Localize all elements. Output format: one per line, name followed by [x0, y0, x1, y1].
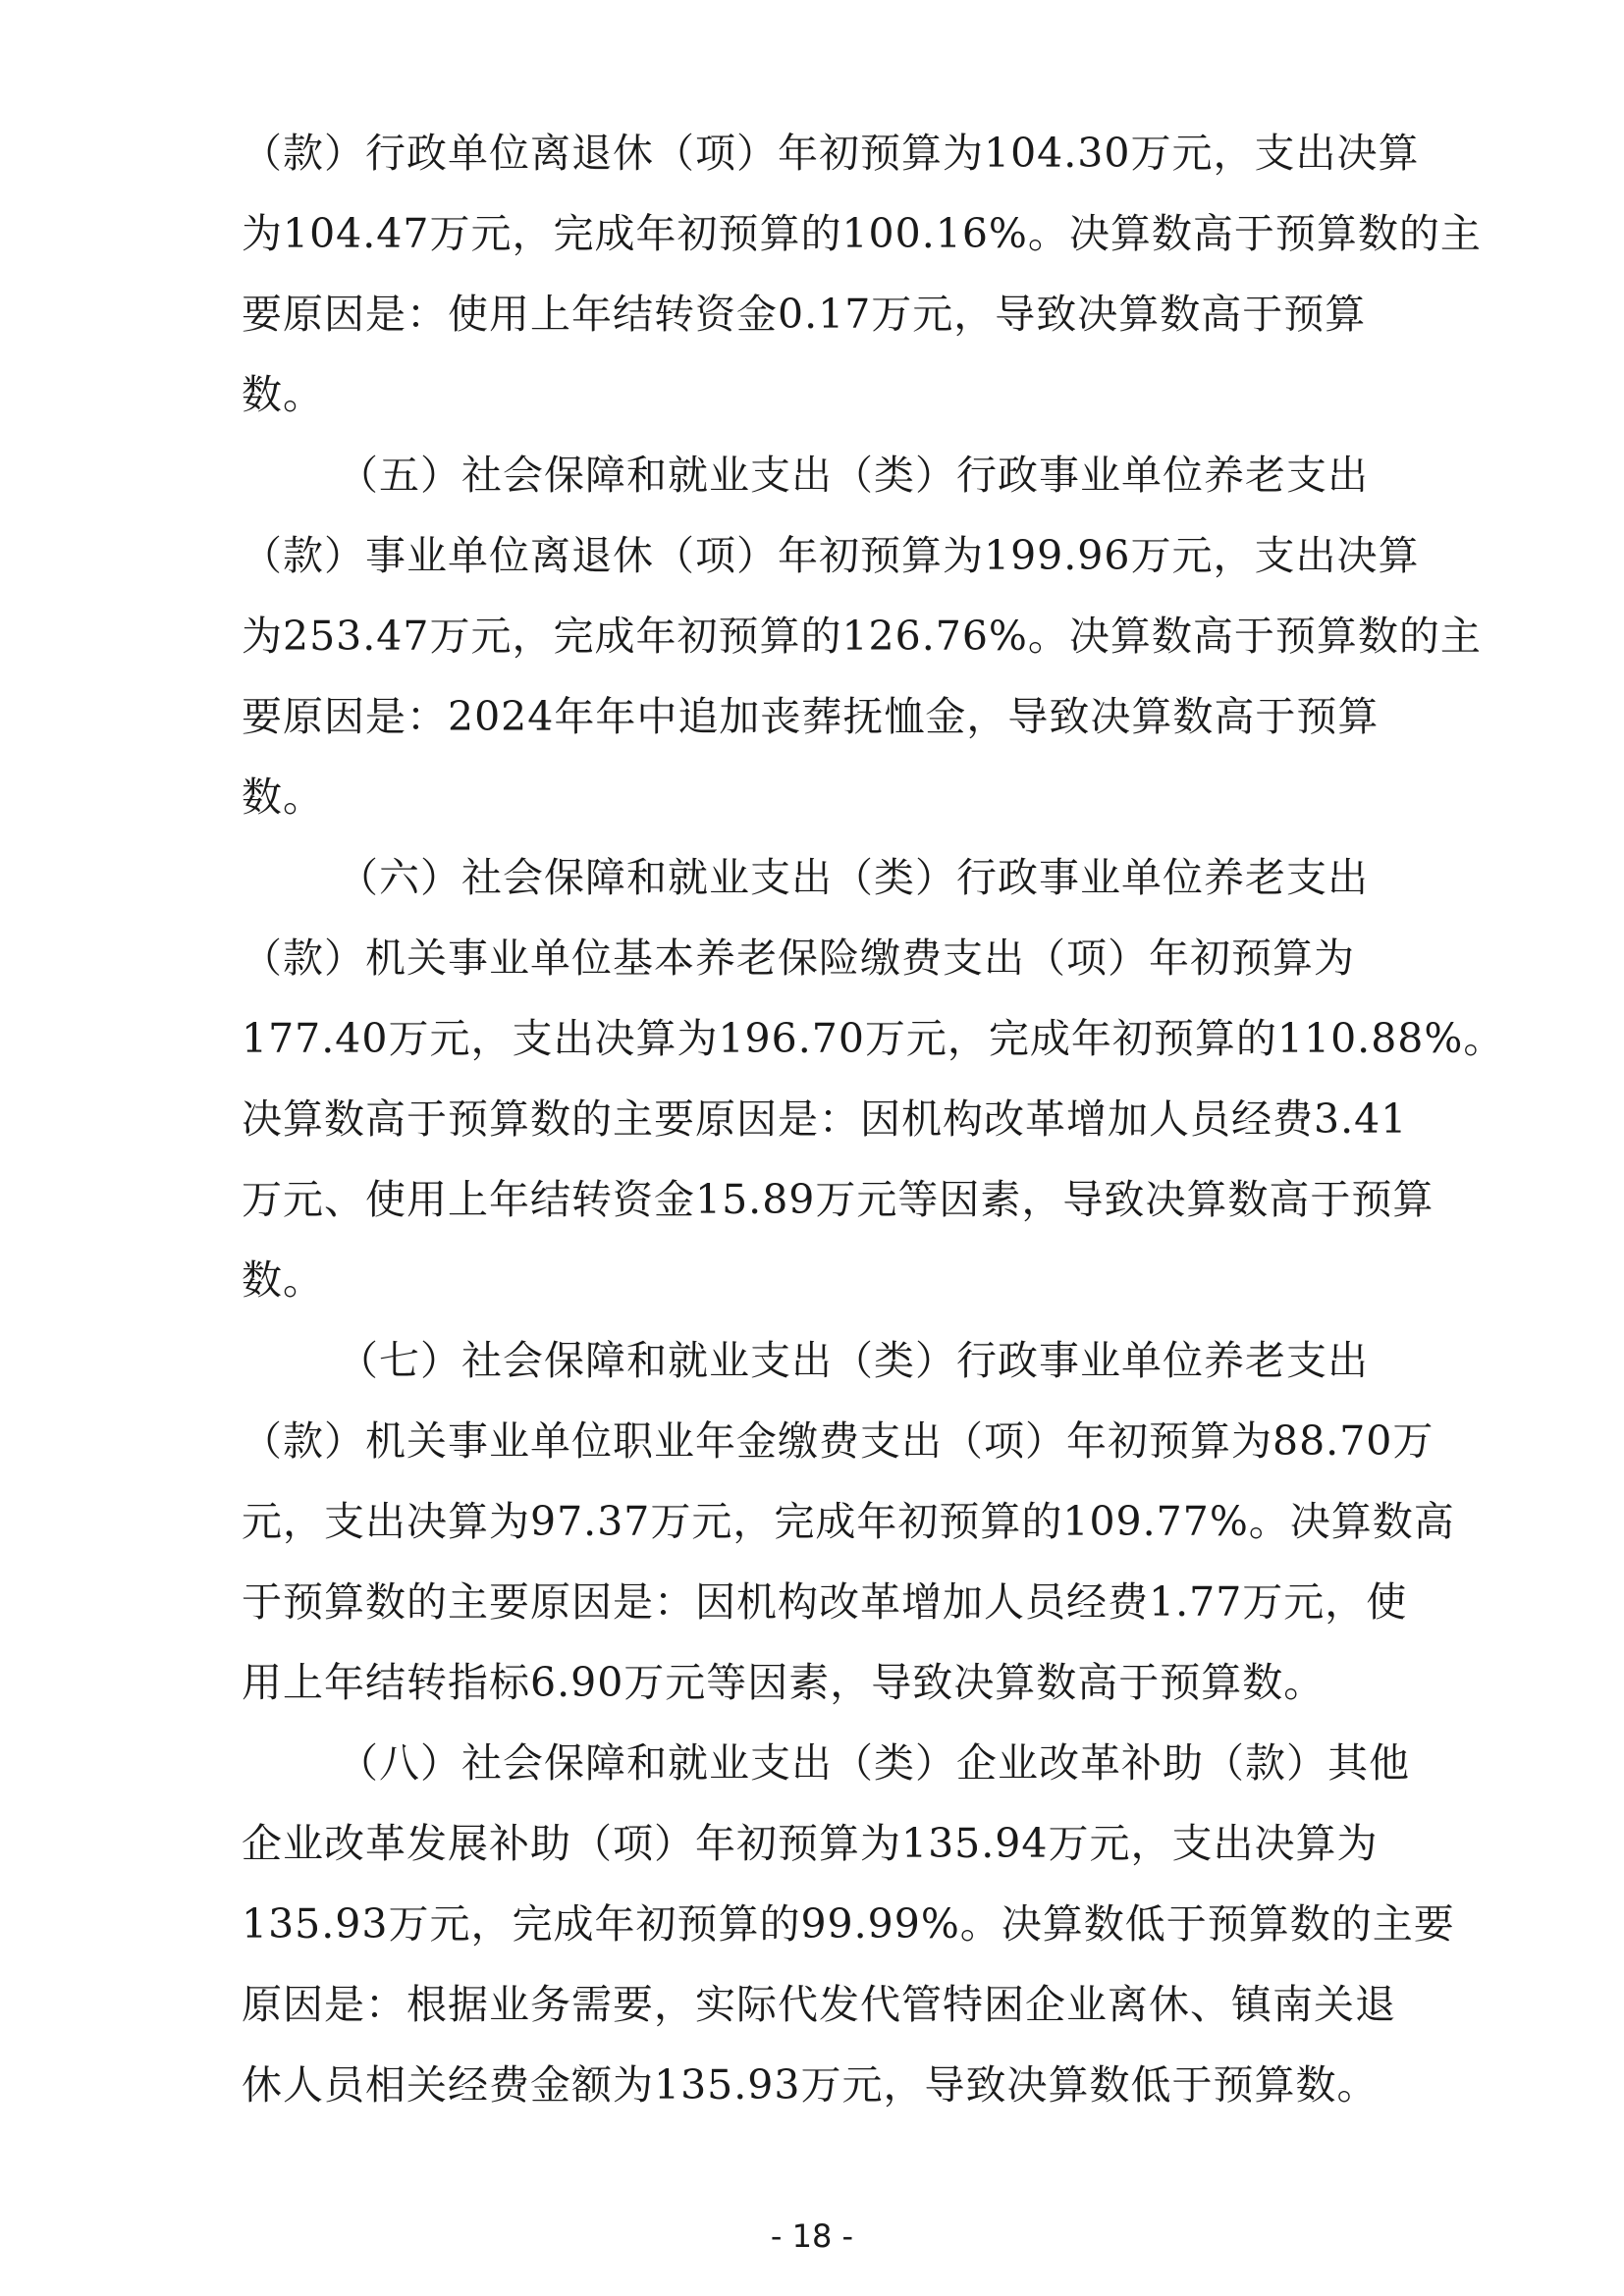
text-line: 万元、使用上年结转资金15.89万元等因素，导致决算数高于预算 — [242, 1176, 1435, 1223]
text-line: （款）机关事业单位基本养老保险缴费支出（项）年初预算为 — [242, 934, 1355, 982]
text-line: 企业改革发展补助（项）年初预算为135.94万元，支出决算为 — [242, 1820, 1379, 1867]
section-heading-line: （八）社会保障和就业支出（类）企业改革补助（款）其他 — [338, 1739, 1410, 1787]
text-line: 177.40万元，支出决算为196.70万元，完成年初预算的110.88%。 — [242, 1015, 1505, 1062]
text-line: （款）机关事业单位职业年金缴费支出（项）年初预算为88.70万 — [242, 1417, 1435, 1465]
text-line: 决算数高于预算数的主要原因是：因机构改革增加人员经费3.41 — [242, 1095, 1408, 1143]
text-line: 要原因是：2024年年中追加丧葬抚恤金，导致决算数高于预算 — [242, 693, 1380, 740]
text-line: 为253.47万元，完成年初预算的126.76%。决算数高于预算数的主 — [242, 613, 1482, 660]
page-number: - 18 - — [770, 2217, 854, 2255]
text-line: 原因是：根据业务需要，实际代发代管特困企业离休、镇南关退 — [242, 1981, 1396, 2028]
body-text — [242, 113, 1505, 2125]
text-line: （款）行政单位离退休（项）年初预算为104.30万元，支出决算 — [242, 130, 1420, 177]
section-heading-line: （五）社会保障和就业支出（类）行政事业单位养老支出 — [338, 452, 1369, 499]
text-line: 休人员相关经费金额为135.93万元，导致决算数低于预算数。 — [242, 2061, 1379, 2109]
text-line: 于预算数的主要原因是：因机构改革增加人员经费1.77万元，使 — [242, 1578, 1408, 1626]
text-line: 要原因是：使用上年结转资金0.17万元，导致决算数高于预算 — [242, 291, 1367, 338]
text-line: 元，支出决算为97.37万元，完成年初预算的109.77%。决算数高 — [242, 1498, 1455, 1545]
text-line: 数。 — [242, 1256, 324, 1304]
text-line: 数。 — [242, 371, 324, 418]
text-line: 数。 — [242, 774, 324, 821]
text-line: 用上年结转指标6.90万元等因素，导致决算数高于预算数。 — [242, 1659, 1326, 1706]
text-line: 为104.47万元，完成年初预算的100.16%。决算数高于预算数的主 — [242, 210, 1482, 257]
text-line: 135.93万元，完成年初预算的99.99%。决算数低于预算数的主要 — [242, 1900, 1455, 1948]
text-line: （款）事业单位离退休（项）年初预算为199.96万元，支出决算 — [242, 532, 1420, 579]
section-heading-line: （六）社会保障和就业支出（类）行政事业单位养老支出 — [338, 854, 1369, 901]
section-heading-line: （七）社会保障和就业支出（类）行政事业单位养老支出 — [338, 1337, 1369, 1384]
